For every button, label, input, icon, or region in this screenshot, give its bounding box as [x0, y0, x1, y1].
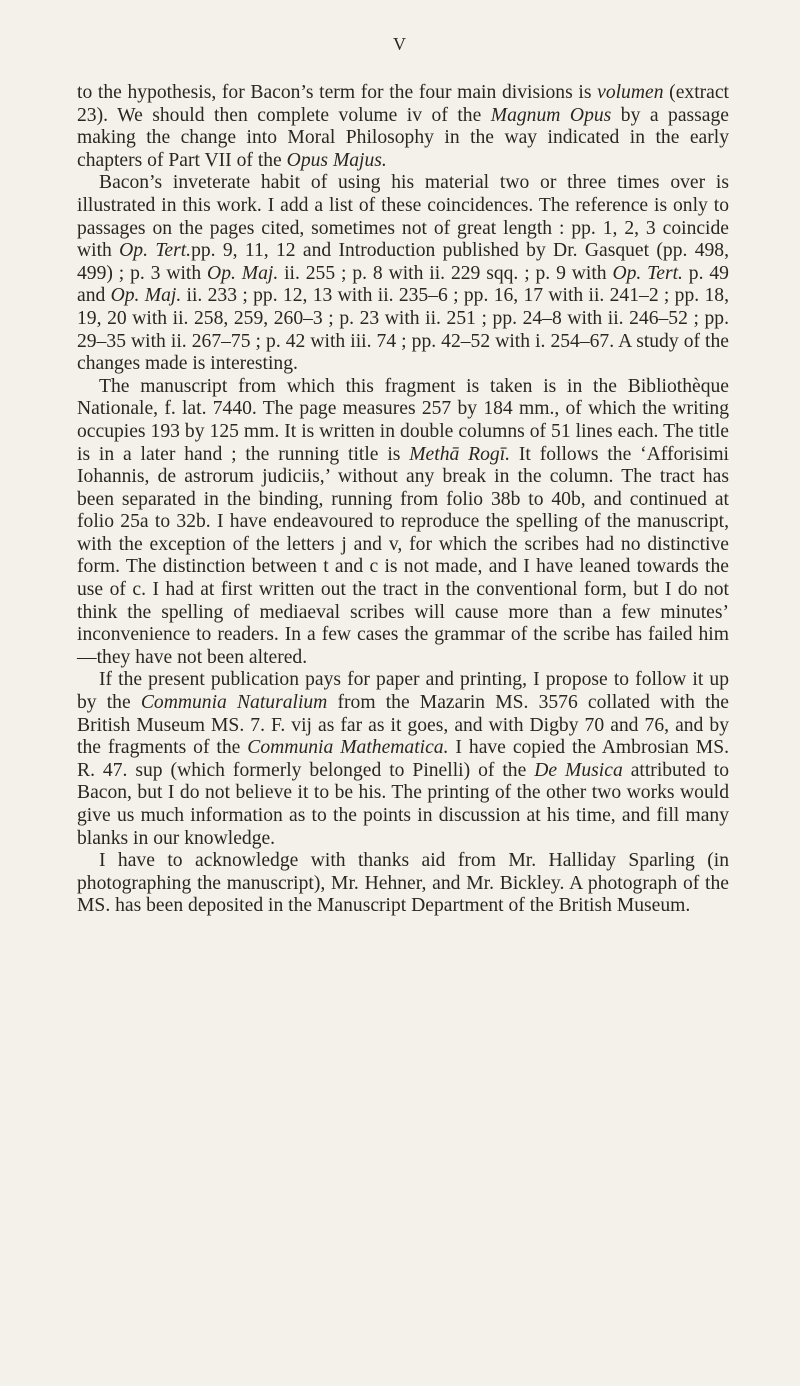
body-text: If the present publication pays for paper and printing, I propose to follow it up by the: [77, 669, 729, 714]
paragraph-hypothesis: [77, 82, 729, 172]
italic-title-text: Op. Tert.: [119, 240, 192, 262]
page-number: V: [393, 34, 407, 54]
italic-title-text: Communia Naturalium: [140, 692, 328, 714]
body-text: I have to acknowledge with thanks aid from Mr. Halliday Sparling (in photographing the manuscript), Mr. Hehner, and Mr. Bickley. A photograph of the MS. has been deposited in the Manuscript Department of the British Museum.: [77, 850, 729, 917]
body-text: attributed to Bacon, but I do not believe it to be his. The printing of the other two works would give us much information as to the points in discussion at his time, and fill many blanks in our knowledge.: [77, 759, 729, 849]
body-text: (extract 23). We should then complete volume iv of the: [77, 82, 729, 126]
paragraph-manuscript: [77, 376, 729, 670]
text-body: [77, 82, 729, 918]
paragraph-future-publication: [77, 669, 729, 850]
italic-title-text: Opus Majus.: [286, 149, 387, 171]
italic-title-text: Op. Tert.: [612, 262, 683, 284]
body-text: to the hypothesis, for Bacon’s term for the four main divisions is: [77, 82, 598, 103]
paragraph-coincidences: [77, 172, 729, 375]
body-text: from the Mazarin MS. 3576 collated with the British Museum MS. 7. F. vij as far as it goes, and with Digby 70 and 76, and by the fragments of the: [77, 692, 730, 759]
italic-title-text: Op. Maj.: [110, 285, 182, 307]
body-text: It follows the ‘Afforisimi Iohannis, de astrorum judiciis,’ without any break in the column. The tract has been separated in the binding, running from folio 38b to 40b, and continued at folio 25a to 32b. I have endeavoured to reproduce the spelling of the manuscript, with the exception of the letters j and v, for which the scribes had no distinctive form. The distinction between t and c is not made, and I have leaned towards the use of c. I had at first written out the tract in the conventional form, but I do not think the spelling of mediaeval scribes will cause more than a few minutes’ inconvenience to readers. In a few cases the grammar of the scribe has failed him—they have not been altered.: [77, 443, 730, 668]
italic-title-text: Methā Rogī.: [409, 443, 511, 465]
body-text: by a passage making the change into Moral Philosophy in the way indicated in the early chapters of Part VII of the: [77, 104, 729, 171]
body-text: ii. 233 ; pp. 12, 13 with ii. 235–6 ; pp. 16, 17 with ii. 241–2 ; pp. 18, 19, 20 with ii. 258, 259, 260–3 ; p. 23 with ii. 251 ; pp. 24–8 with ii. 246–52 ; pp. 29–35 with ii. 267–75 ; p. 42 with iii. 74 ; pp. 42–52 with i. 254–67. A study of the changes made is interesting.: [77, 285, 729, 375]
body-text: The manuscript from which this fragment is taken is in the Bibliothèque Nationale, f. lat. 7440. The page measures 257 by 184 mm., of which the writing occupies 193 by 125 mm. It is written in double columns of 51 lines each. The title is in a later hand ; the running title is: [77, 375, 729, 465]
italic-title-text: De Musica: [534, 759, 623, 781]
italic-title-text: Communia Mathematica.: [247, 737, 449, 759]
body-text: Bacon’s inveterate habit of using his material two or three times over is illustrated in this work. I add a list of these coincidences. The reference is only to passages on the pages cited, sometimes not of great length : pp. 1, 2, 3 coincide with: [77, 172, 729, 262]
body-text: ii. 255 ; p. 8 with ii. 229 sqq. ; p. 9 with: [278, 262, 613, 284]
body-text: p. 49 and: [77, 262, 729, 307]
italic-title-text: volumen: [597, 82, 664, 103]
paragraph-acknowledgements: [77, 850, 729, 918]
italic-title-text: Magnum Opus: [490, 104, 612, 126]
body-text: pp. 9, 11, 12 and Introduction published by Dr. Gasquet (pp. 498, 499) ; p. 3 with: [77, 240, 729, 284]
italic-title-text: Op. Maj.: [207, 262, 279, 284]
body-text: I have copied the Ambrosian MS. R. 47. sup (which formerly belonged to Pinelli) of the: [77, 737, 729, 781]
